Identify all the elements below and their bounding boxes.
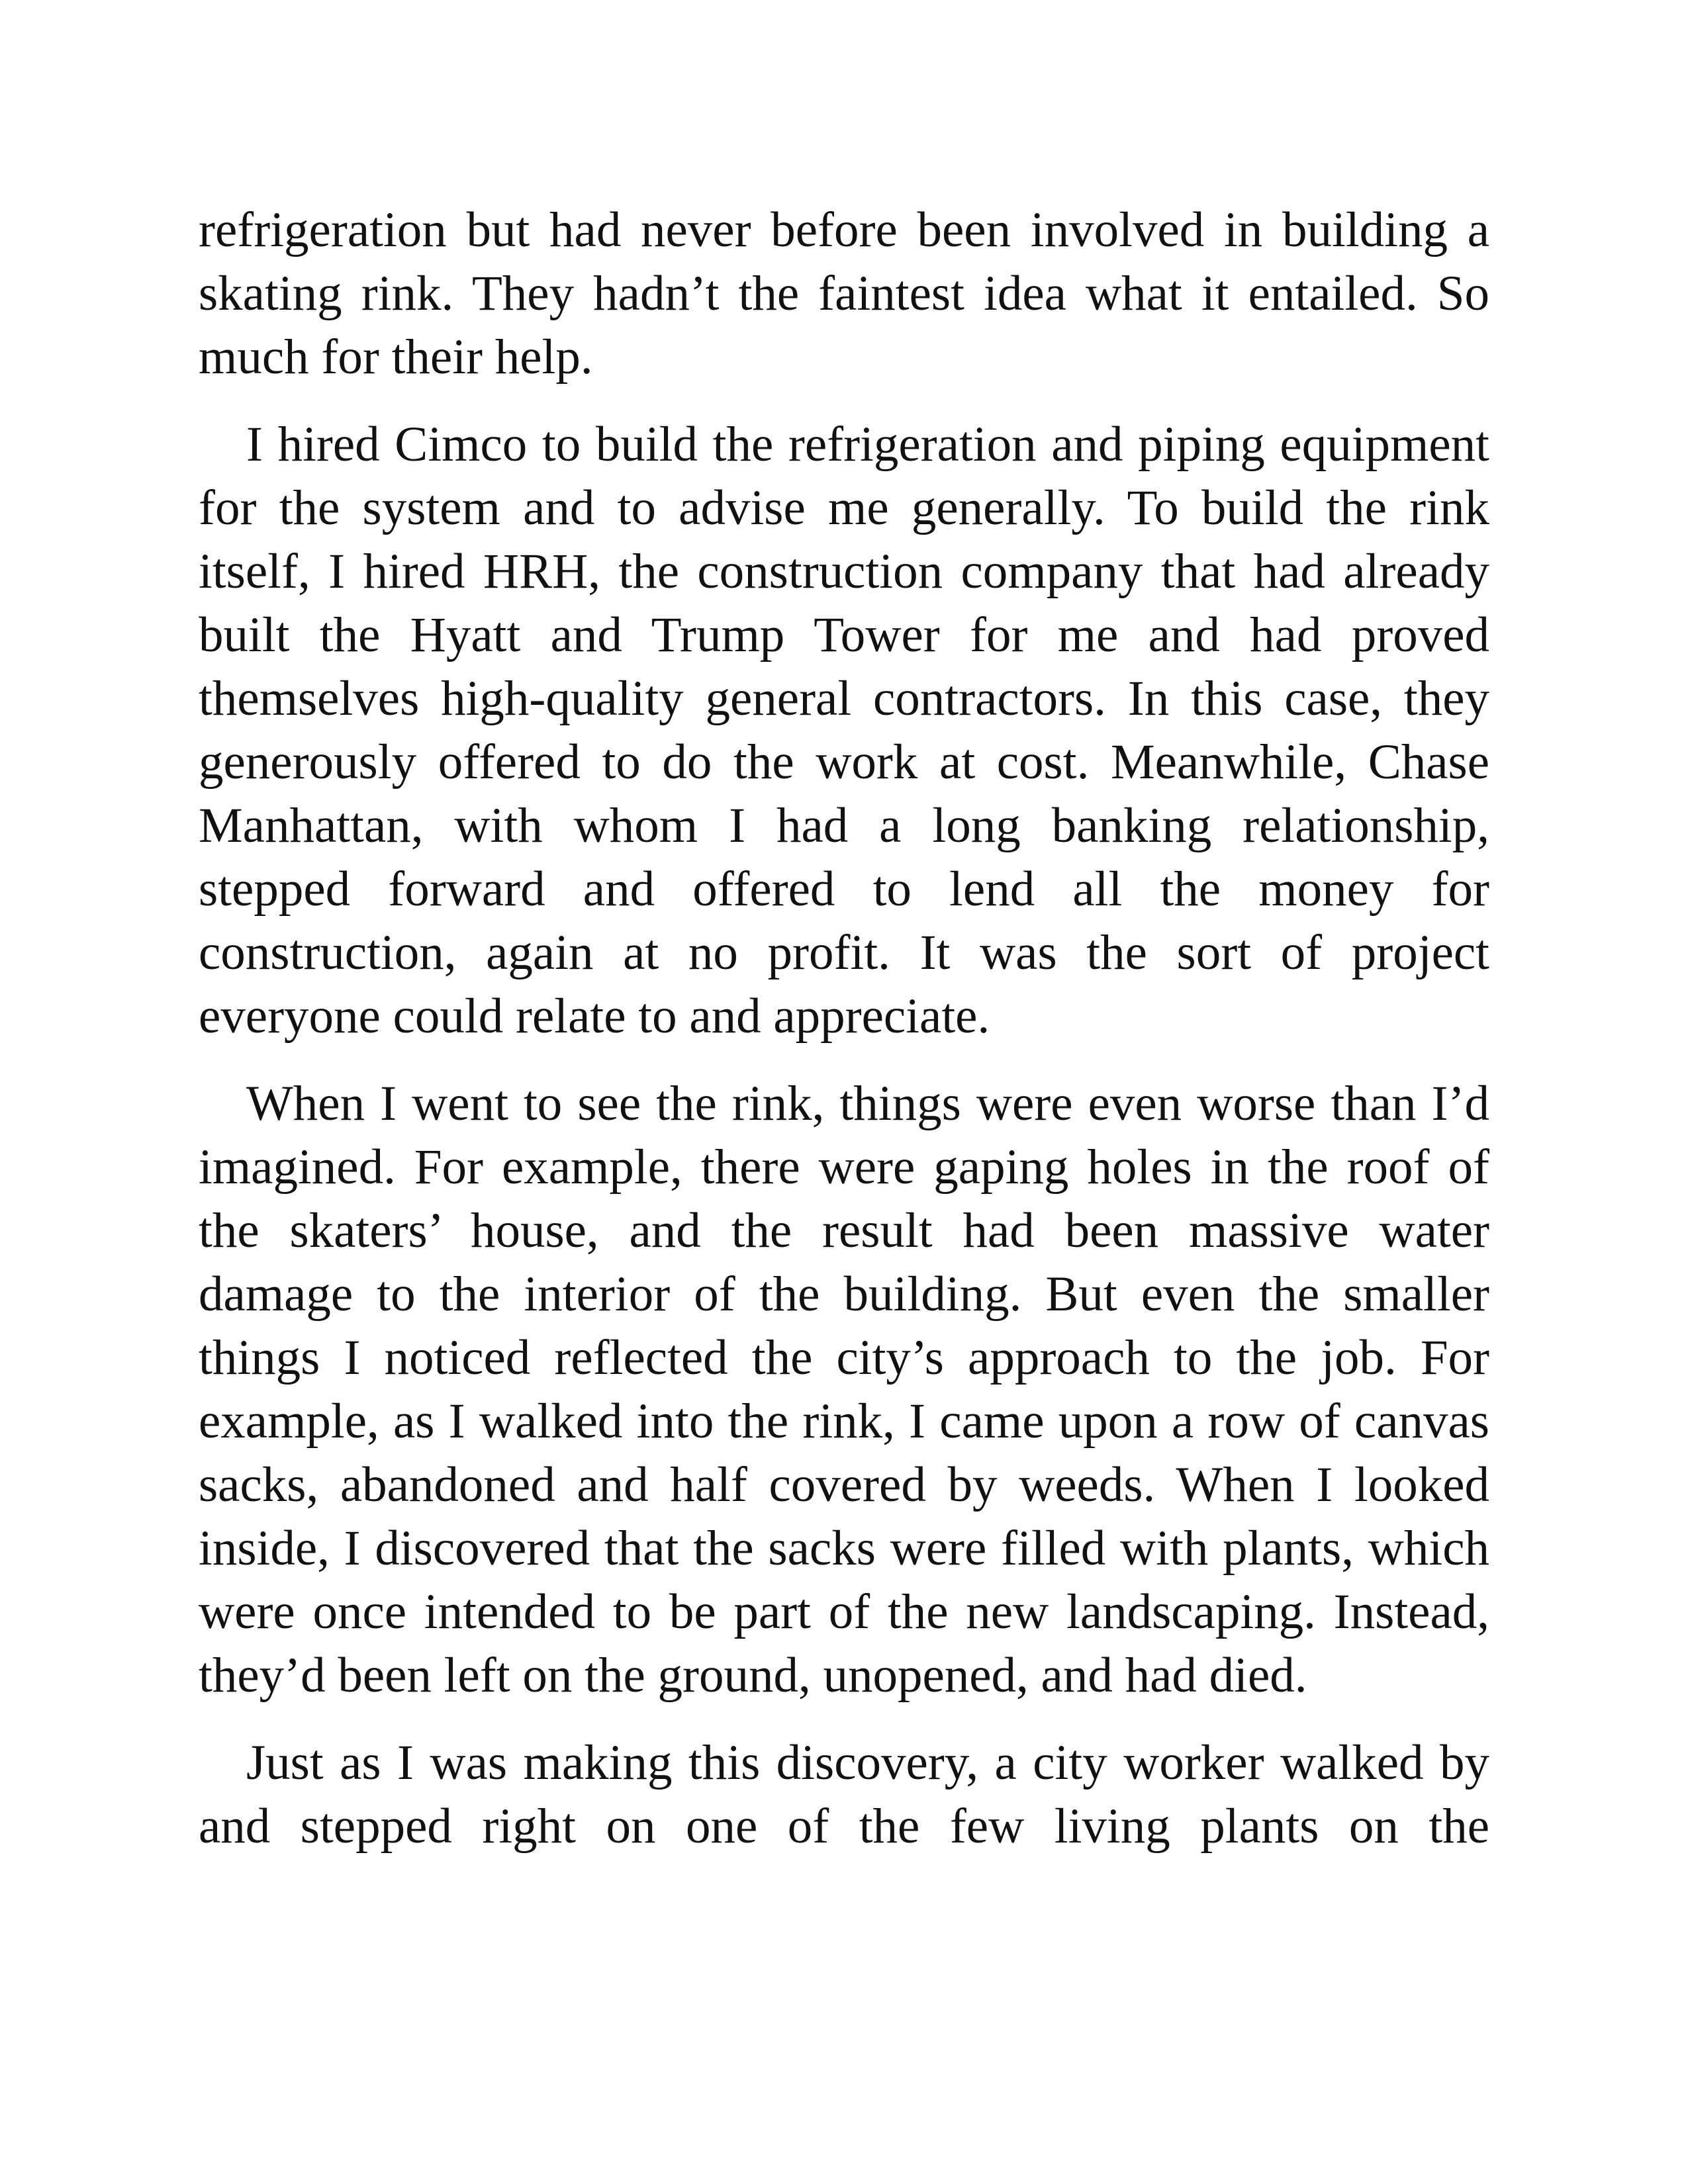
paragraph-3: When I went to see the rink, things were even worse than I’d imagined. For example, there were gaping holes in the roof of the skaters’ house, and the result had been massive water damage to the interior of the building. But even the smaller things I noticed reflected the city’s approach to the job. For example, as I walked into the rink, I came upon a row of canvas sacks, abandoned and half covered by weeds. When I looked inside, I discovered that the sacks were filled with plants, which were once intended to be part of the new landscaping. Instead, they’d been left on the ground, unopened, and had died. <box>199 1076 1489 1703</box>
paragraph-2: I hired Cimco to build the refrigeration and piping equipment for the system and to advise me generally. To build the rink itself, I hired HRH, the construction company that had already built the Hyatt and Trump Tower for me and had proved themselves high-quality general contractors. In this case, they generously offered to do the work at cost. Meanwhile, Chase Manhattan, with whom I had a long banking relationship, stepped forward and offered to lend all the money for construction, again at no profit. It was the sort of project everyone could relate to and appreciate. <box>199 417 1489 1044</box>
book-page <box>199 199 1489 1882</box>
paragraph-1: refrigeration but had never before been involved in building a skating rink. They hadn’t the faintest idea what it entailed. So much for their help. <box>199 203 1489 385</box>
paragraph-4: Just as I was making this discovery, a city worker walked by and stepped right on one of the few living plants on the <box>199 1735 1489 1854</box>
